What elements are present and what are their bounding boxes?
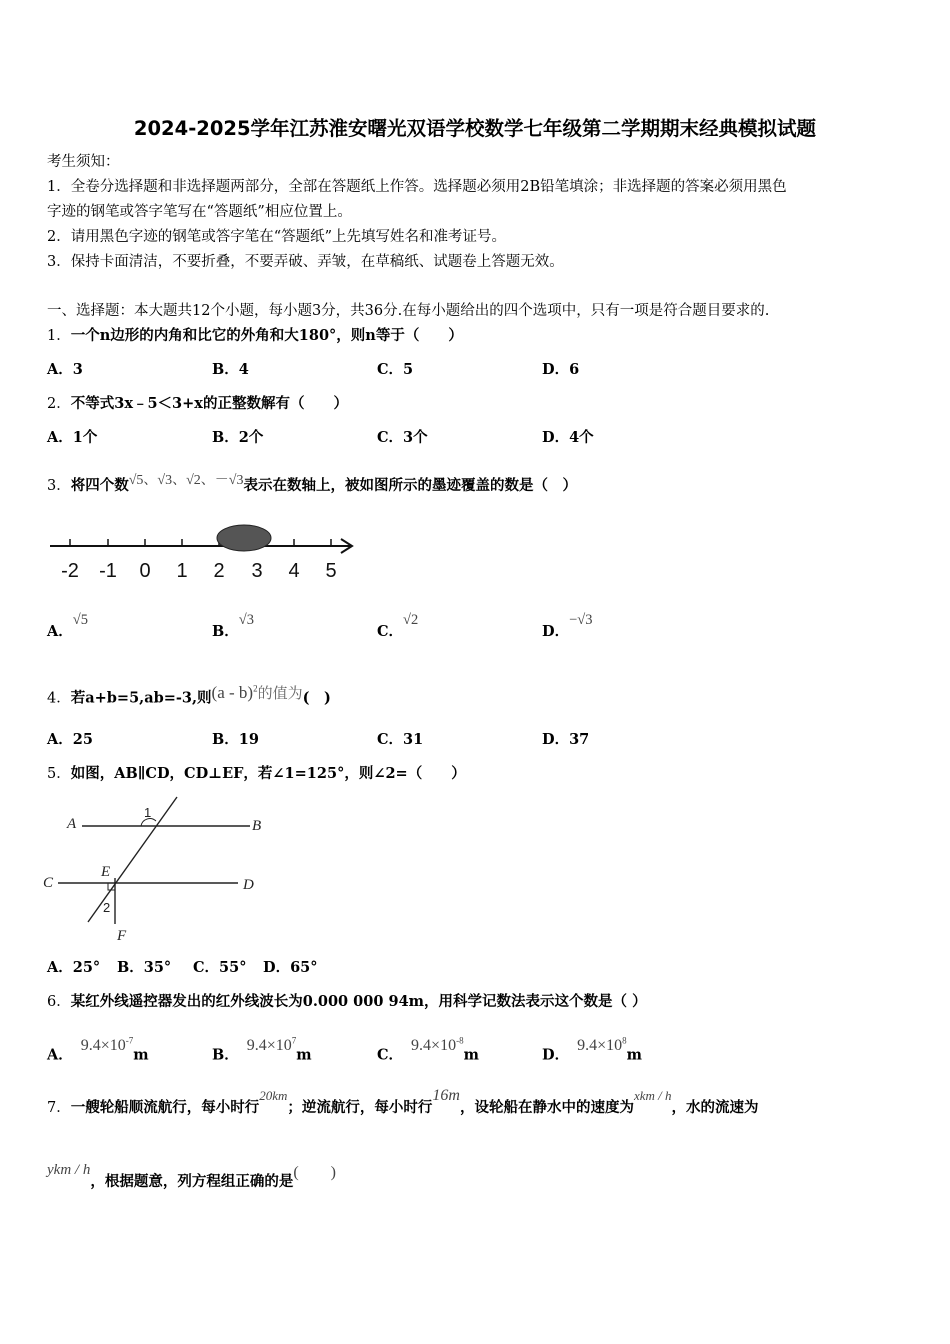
page-title: 2024-2025学年江苏淮安曙光双语学校数学七年级第二学期期末经典模拟试题 <box>133 117 817 140</box>
question-3 <box>47 473 577 497</box>
question-text: 若a+b=5,ab=-3,则 <box>70 689 212 707</box>
q6-option-d: D．$9.4\times 10^8m$ <box>542 1036 642 1064</box>
axis-label: 1 <box>176 560 188 582</box>
math-speed-up: 16m <box>432 1087 460 1104</box>
q3-option-b: B．√3 <box>212 612 254 640</box>
math-var-x: xkm / h <box>633 1088 672 1103</box>
q1-option-d: D．6 <box>542 361 580 378</box>
ink-blot <box>217 525 271 551</box>
question-text: 如图，AB∥CD，CD⊥EF，若∠1=125°，则∠2=（ ） <box>70 765 466 782</box>
math-numbers: √5、√3、√2、－√3 <box>128 473 244 488</box>
q4-option-d: D．37 <box>542 731 590 748</box>
math-value: √3 <box>238 612 254 628</box>
axis-label: 3 <box>251 560 263 582</box>
angle-1-label: 1 <box>144 805 152 820</box>
question-6 <box>47 992 647 1012</box>
question-number: 5． <box>47 766 71 782</box>
q2-option-d: D．4个 <box>542 429 594 446</box>
question-4: 4．若a+b=5,ab=-3,则(a - b)$^2$的值为( ) <box>47 682 331 707</box>
axis-label: 5 <box>325 560 337 582</box>
q6-option-c: C．$9.4\times 10^{-8}m$ <box>377 1036 479 1064</box>
question-7: 7．一艘轮船顺流航行，每小时行20km；逆流航行，每小时行16m，设轮船在静水中的速度为xkm / h，水的流速为 <box>47 1087 759 1116</box>
angle-2-label: 2 <box>103 900 111 915</box>
axis-label: 0 <box>139 560 151 582</box>
math-expression: (a - b)$^2$的值为 <box>211 682 303 702</box>
q4-option-a: A．25 <box>47 731 93 748</box>
question-text: 一个n边形的内角和比它的外角和大180°，则n等于（ ） <box>70 327 463 344</box>
q4-option-c: C．31 <box>377 731 424 748</box>
q6-option-a: A．$9.4\times 10^{-7}m$ <box>47 1036 149 1064</box>
q2-option-b: B．2个 <box>212 429 264 446</box>
notice-heading: 考生须知： <box>47 154 120 170</box>
q2-option-c: C．3个 <box>377 429 428 446</box>
math-speed-down: 20km <box>259 1088 288 1103</box>
notice-item: 2．请用黑色字迹的钢笔或答字笔在“答题纸”上先填写姓名和准考证号。 <box>47 229 507 245</box>
q3-option-c: C．√2 <box>377 612 419 640</box>
question-7-cont: ykm / h，根据题意，列方程组正确的是( ) <box>47 1162 336 1190</box>
question-number: 6． <box>47 994 71 1010</box>
question-1 <box>47 326 463 346</box>
label-c: C <box>43 875 54 891</box>
math-value: −√3 <box>569 612 593 628</box>
q5-option-b: B．35° <box>117 959 172 976</box>
axis-label: -2 <box>61 560 79 582</box>
notice-item: 1．全卷分选择题和非选择题两部分，全部在答题纸上作答。选择题必须用2B铅笔填涂；非选择题的答案必须用黑色 <box>47 179 787 195</box>
section-heading: 一、选择题：本大题共12个小题，每小题3分，共36分.在每小题给出的四个选项中，只有一项是符合题目要求的. <box>47 303 770 319</box>
math-value: √5 <box>72 612 88 628</box>
q3-option-d: D．−√3 <box>542 612 593 640</box>
question-number: 4． <box>47 690 71 707</box>
parallel-lines-figure <box>40 790 280 950</box>
question-5 <box>47 764 466 784</box>
q1-option-a: A．3 <box>47 361 83 378</box>
label-a: A <box>67 816 77 832</box>
q5-option-c: C．55° <box>193 959 247 976</box>
question-text: 将四个数 <box>70 477 129 494</box>
q4-option-b: B．19 <box>212 731 259 748</box>
question-text: 不等式3x﹣5＜3+x的正整数解有（ ） <box>70 395 348 412</box>
math-var-y: ykm / h <box>47 1162 91 1178</box>
q1-option-b: B．4 <box>212 361 249 378</box>
q2-option-a: A．1个 <box>47 429 98 446</box>
axis-label: 4 <box>288 560 300 582</box>
transversal <box>88 797 177 922</box>
label-f: F <box>117 928 127 944</box>
question-text: 表示在数轴上，被如图所示的墨迹覆盖的数是（ ） <box>243 477 577 494</box>
label-e: E <box>101 864 111 880</box>
question-number: 3． <box>47 478 71 494</box>
axis-label: 2 <box>213 560 225 582</box>
notice-item: 3．保持卡面清洁，不要折叠，不要弄破、弄皱，在草稿纸、试题卷上答题无效。 <box>47 254 564 270</box>
question-2 <box>47 394 348 414</box>
q5-option-a: A．25° <box>47 959 101 976</box>
q1-option-c: C．5 <box>377 361 414 378</box>
label-b: B <box>252 818 262 834</box>
notice-item: 字迹的钢笔或答字笔写在“答题纸”相应位置上。 <box>47 204 352 220</box>
q5-option-d: D．65° <box>263 959 318 976</box>
question-number: 2． <box>47 396 71 412</box>
q3-option-a: A．√5 <box>47 612 88 640</box>
q6-option-b: B．$9.4\times 10^7m$ <box>212 1036 312 1064</box>
axis-label: -1 <box>99 560 117 582</box>
number-line-figure <box>45 518 365 590</box>
question-number: 1． <box>47 328 71 344</box>
math-value: √2 <box>403 612 419 628</box>
question-text: 某红外线遥控器发出的红外线波长为0.000 000 94m，用科学记数法表示这个数是（ ） <box>70 993 647 1010</box>
label-d: D <box>243 877 254 893</box>
question-number: 7． <box>47 1100 71 1116</box>
